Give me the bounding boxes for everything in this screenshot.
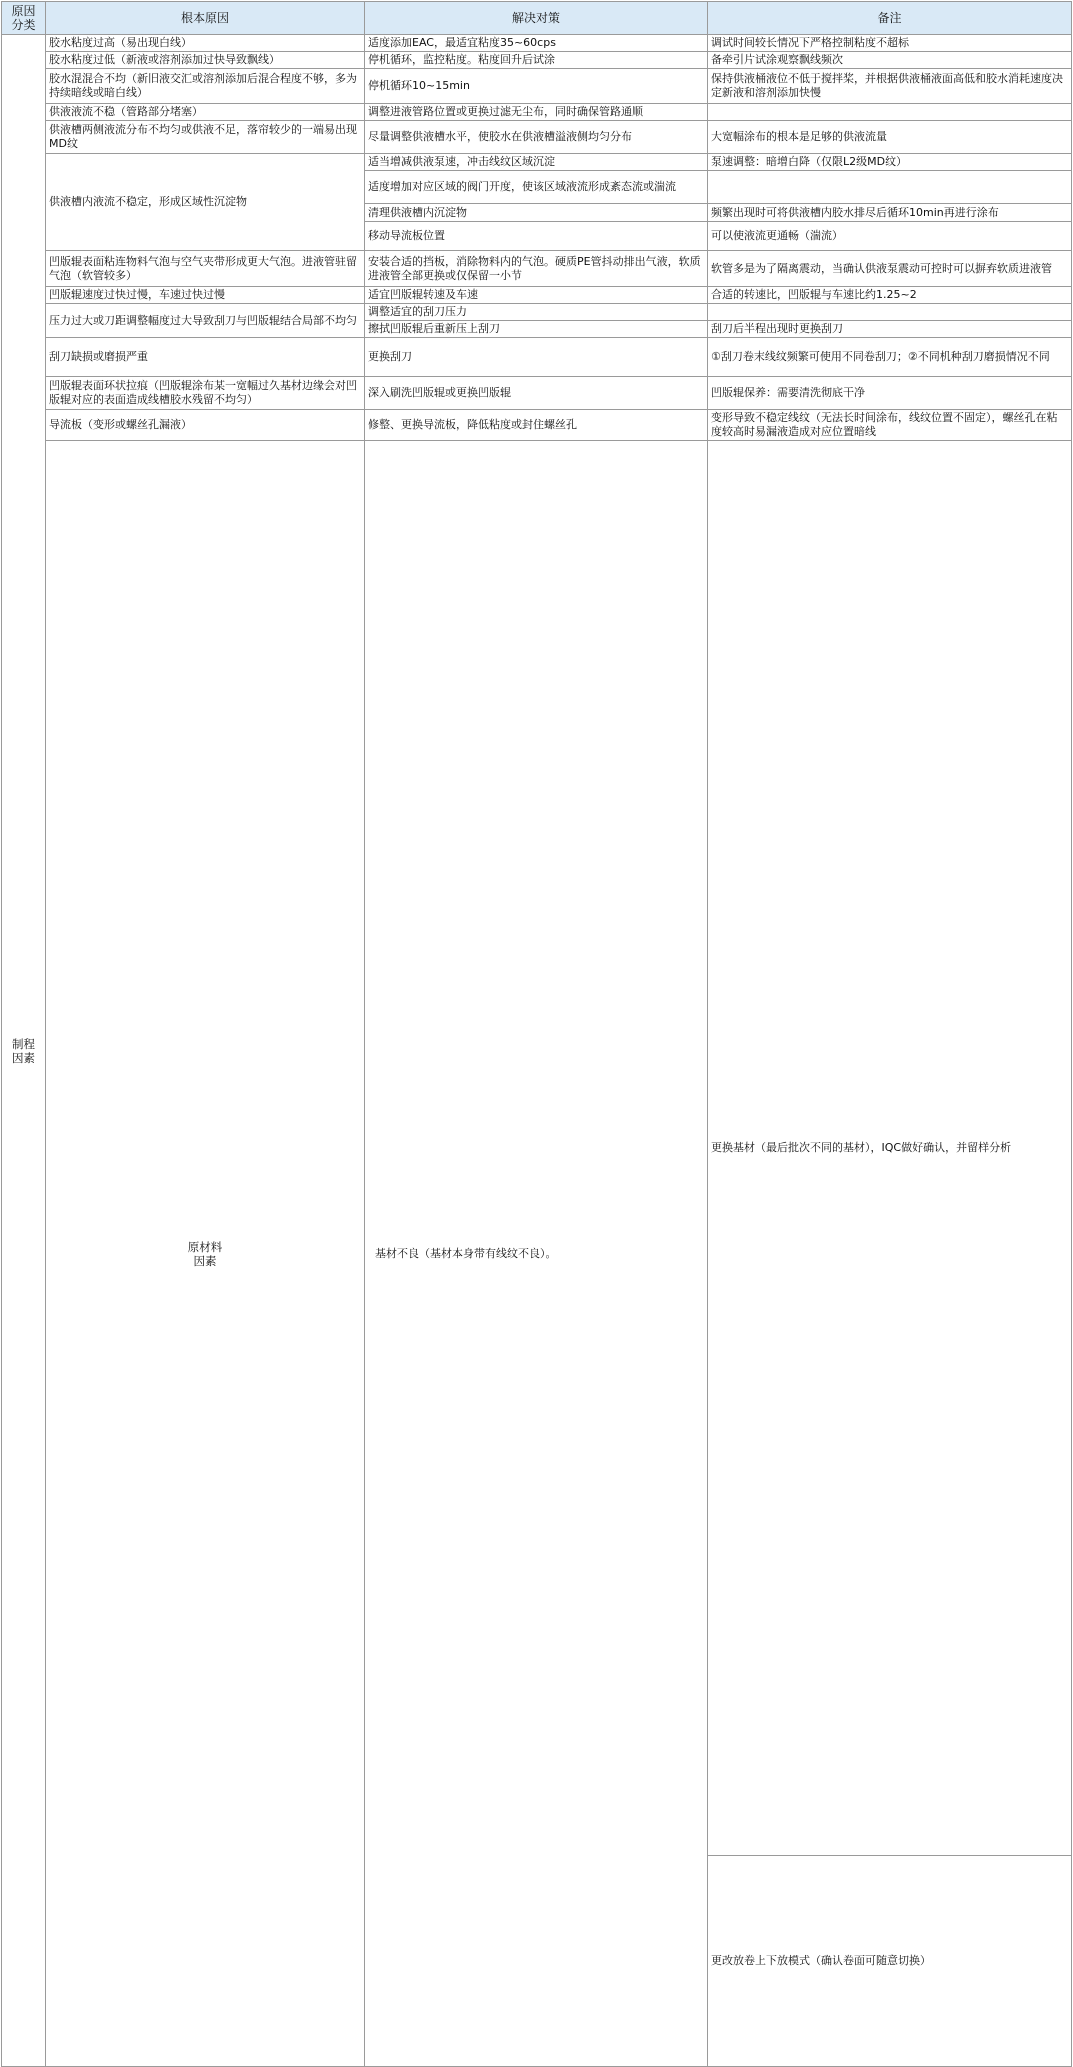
note-cell: 调试时间较长情况下严格控制粘度不超标 <box>708 35 1072 52</box>
note-cell <box>708 304 1072 321</box>
solution-cell: 调整适宜的刮刀压力 <box>365 304 708 321</box>
solution-cell: 更换基材（最后批次不同的基材），IQC做好确认，并留样分析 <box>708 441 1072 1856</box>
solution-cell: 更改放卷上下放模式（确认卷面可随意切换） <box>708 1856 1072 2067</box>
solution-cell: 更换刮刀 <box>365 338 708 377</box>
cause-cell: 胶水粘度过低（新液或溶剂添加过快导致飘线） <box>46 52 365 69</box>
note-cell: 频繁出现时可将供液槽内胶水排尽后循环10min再进行涂布 <box>708 204 1072 222</box>
solution-cell: 停机循环，监控粘度。粘度回升后试涂 <box>365 52 708 69</box>
note-cell: ①刮刀卷末线纹频繁可使用不同卷刮刀；②不同机种刮刀磨损情况不同 <box>708 338 1072 377</box>
note-cell: 大宽幅涂布的根本是足够的供液流量 <box>708 121 1072 154</box>
solution-cell: 安装合适的挡板，消除物料内的气泡。硬质PE管抖动排出气液，软质进液管全部更换或仅保留一小节 <box>365 251 708 287</box>
cause-cell: 供液槽两侧液流分布不均匀或供液不足，落帘较少的一端易出现MD纹 <box>46 121 365 154</box>
solution-cell: 适当增减供液泵速，冲击线纹区域沉淀 <box>365 154 708 171</box>
cause-cell: 基材不良（基材本身带有线纹不良）。 <box>365 441 708 2067</box>
cause-cell: 供液液流不稳（管路部分堵塞） <box>46 104 365 121</box>
solution-cell: 适度增加对应区域的阀门开度，使该区域液流形成紊态流或湍流 <box>365 171 708 204</box>
note-cell: 备牵引片试涂观察飘线频次 <box>708 52 1072 69</box>
cause-cell: 供液槽内液流不稳定，形成区域性沉淀物 <box>46 154 365 251</box>
solution-cell: 调整进液管路位置或更换过滤无尘布，同时确保管路通顺 <box>365 104 708 121</box>
cause-cell: 刮刀缺损或磨损严重 <box>46 338 365 377</box>
header-solution: 解决对策 <box>365 2 708 35</box>
category-material: 原材料 因素 <box>46 441 365 2067</box>
solution-cell: 适宜凹版辊转速及车速 <box>365 287 708 304</box>
note-cell: 软管多是为了隔离震动，当确认供液泵震动可控时可以摒弃软质进液管 <box>708 251 1072 287</box>
cause-cell: 胶水混混合不均（新旧液交汇或溶剂添加后混合程度不够，多为持续暗线或暗白线） <box>46 69 365 104</box>
cause-cell: 凹版辊表面粘连物料气泡与空气夹带形成更大气泡。进液管驻留气泡（软管较多） <box>46 251 365 287</box>
cause-cell: 凹版辊速度过快过慢，车速过快过慢 <box>46 287 365 304</box>
solution-cell: 清理供液槽内沉淀物 <box>365 204 708 222</box>
note-cell: 泵速调整：暗增白降（仅限L2级MD纹） <box>708 154 1072 171</box>
solution-cell: 擦拭凹版辊后重新压上刮刀 <box>365 321 708 338</box>
header-cause: 根本原因 <box>46 2 365 35</box>
note-cell: 保持供液桶液位不低于搅拌桨，并根据供液桶液面高低和胶水消耗速度决定新液和溶剂添加快慢 <box>708 69 1072 104</box>
solution-cell: 移动导流板位置 <box>365 222 708 251</box>
note-cell: 合适的转速比，凹版辊与车速比约1.25~2 <box>708 287 1072 304</box>
note-cell <box>708 104 1072 121</box>
note-cell: 刮刀后半程出现时更换刮刀 <box>708 321 1072 338</box>
note-cell: 变形导致不稳定线纹（无法长时间涂布，线纹位置不固定），螺丝孔在粘度较高时易漏液造成对应位置暗线 <box>708 410 1072 441</box>
header-note: 备注 <box>708 2 1072 35</box>
cause-cell: 导流板（变形或螺丝孔漏液） <box>46 410 365 441</box>
solution-cell: 深入刷洗凹版辊或更换凹版辊 <box>365 377 708 410</box>
solution-cell: 修整、更换导流板，降低粘度或封住螺丝孔 <box>365 410 708 441</box>
root-cause-table <box>1 1 1072 2067</box>
note-cell: 凹版辊保养：需要清洗彻底干净 <box>708 377 1072 410</box>
cause-cell: 压力过大或刀距调整幅度过大导致刮刀与凹版辊结合局部不均匀 <box>46 304 365 338</box>
cause-cell: 胶水粘度过高（易出现白线） <box>46 35 365 52</box>
note-cell <box>708 171 1072 204</box>
header-category: 原因 分类 <box>2 2 46 35</box>
category-process: 制程 因素 <box>2 35 46 2067</box>
cause-cell: 凹版辊表面环状拉痕（凹版辊涂布某一宽幅过久基材边缘会对凹版辊对应的表面造成线槽胶水残留不均匀） <box>46 377 365 410</box>
solution-cell: 停机循环10~15min <box>365 69 708 104</box>
solution-cell: 尽量调整供液槽水平，使胶水在供液槽溢液侧均匀分布 <box>365 121 708 154</box>
note-cell: 可以使液流更通畅（湍流） <box>708 222 1072 251</box>
solution-cell: 适度添加EAC，最适宜粘度35~60cps <box>365 35 708 52</box>
